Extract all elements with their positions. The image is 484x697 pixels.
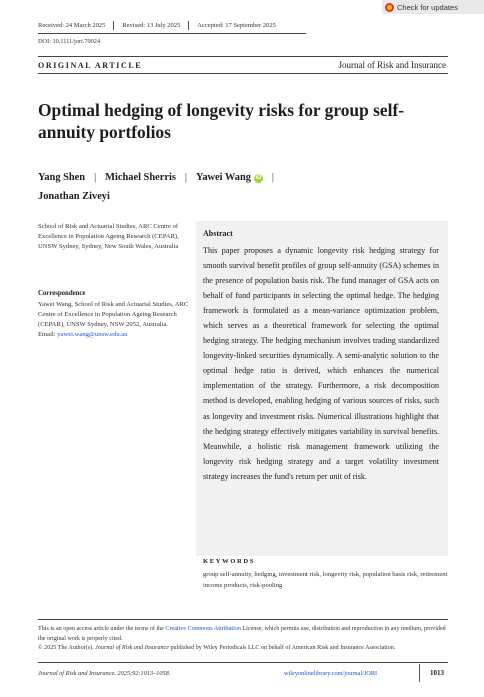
check-for-updates-label: Check for updates (397, 2, 458, 12)
page-number-divider (419, 664, 420, 682)
bottom-rule (38, 662, 448, 663)
author-name[interactable]: Yang Shen (38, 172, 86, 183)
license-text: License, which permits use, distribution and reproduction in any medium, provided the original work is properly cited. (38, 626, 446, 642)
license-text: This is an open access article under the terms of the (38, 626, 166, 632)
abstract-heading: Abstract (203, 229, 233, 238)
header-divider (38, 33, 306, 34)
header-rule (38, 73, 448, 74)
license-link[interactable]: Creative Commons Attribution (165, 626, 241, 632)
check-for-updates-button[interactable] (382, 0, 484, 14)
affiliation: School of Risk and Actuarial Studies, ARC Centre of Excellence in Population Ageing Research (CEPAR), UNSW Sydney, Sydney, New South Wales, Australia (38, 223, 179, 250)
page-number: 1013 (430, 669, 444, 677)
doi[interactable]: DOI: 10.1111/jori.70024 (38, 38, 101, 45)
correspondence-text: Yawei Wang, School of Risk and Actuarial Studies, ARC Centre of Excellence in Population Ageing Research (CEPAR), UNSW Sydney, NSW 2052, Australia. (38, 301, 189, 328)
license-notice (38, 625, 448, 654)
orcid-icon[interactable]: iD (255, 175, 262, 181)
journal-citation: Journal of Risk and Insurance. 2025;92:1013–1058. (38, 670, 171, 677)
accepted-date: Accepted: 17 September 2025 (197, 22, 276, 29)
journal-url[interactable]: wileyonlinelibrary.com/journal/JORI (284, 670, 378, 677)
email-link[interactable]: yawei.wang@unsw.edu.au (57, 331, 128, 338)
copyright-text: © 2025 The Author(s). (38, 645, 96, 652)
keywords: group self-annuity, hedging, investment risk, longevity risk, population basis risk, retirement income products, risk-pooling (203, 571, 448, 589)
copyright-journal: Journal of Risk and Insurance (95, 645, 169, 652)
correspondence (38, 300, 193, 340)
author-separator: | (184, 172, 187, 183)
top-rule (38, 56, 448, 57)
copyright-text: published by Wiley Periodicals LLC on behalf of American Risk and Insurance Association. (168, 645, 396, 652)
author-name[interactable]: Yawei Wang (195, 172, 251, 183)
footer-rule (38, 619, 448, 620)
author-separator: | (94, 172, 97, 183)
author-separator: | (271, 172, 275, 183)
article-title: Optimal hedging of longevity risks for group self-annuity portfolios (38, 100, 405, 142)
author-name[interactable]: Michael Sherris (105, 172, 176, 183)
article-type: ORIGINAL ARTICLE (38, 61, 143, 70)
abstract-text: This paper proposes a dynamic longevity risk hedging strategy for smooth survival benefit profiles of group self-annuity (GSA) schemes in the presence of population basis risk. The fund manager of GSA acts on behalf of fund participants in selecting the optimal hedge. The hedging framework is formulated as a mean-variance optimization problem, which serves as a theoretical framework for selecting the optimal hedging strategy. The hedging mechanism involves trading standardized longevity-linked securities dynamically. A semi-analytic solution to the optimal hedge ratio is derived, which enhances the numerical implementation of the strategy. Furthermore, a risk decomposition method is developed, enabling hedging of various sources of risks, such as longevity and investment risks. Numerical illustrations highlight that the hedging strategy effectively mitigates variability in survival benefits. Meanwhile, a holistic risk management framework utilizing the longevity risk hedging strategy and a target volatility investment strategy increases the fund's return per unit of risk. (203, 246, 439, 481)
crossmark-icon (385, 3, 394, 12)
article-dates (38, 21, 292, 30)
author-list (38, 168, 458, 206)
received-date: Received: 24 March 2025 (38, 21, 114, 30)
author-name[interactable]: Jonathan Ziveyi (38, 191, 110, 202)
email-label: Email: (38, 331, 56, 338)
keywords-heading: KEYWORDS (203, 558, 256, 565)
correspondence-heading: Correspondence (38, 290, 86, 297)
journal-name: Journal of Risk and Insurance (338, 60, 446, 70)
revised-date: Revised: 13 July 2025 (122, 21, 189, 30)
